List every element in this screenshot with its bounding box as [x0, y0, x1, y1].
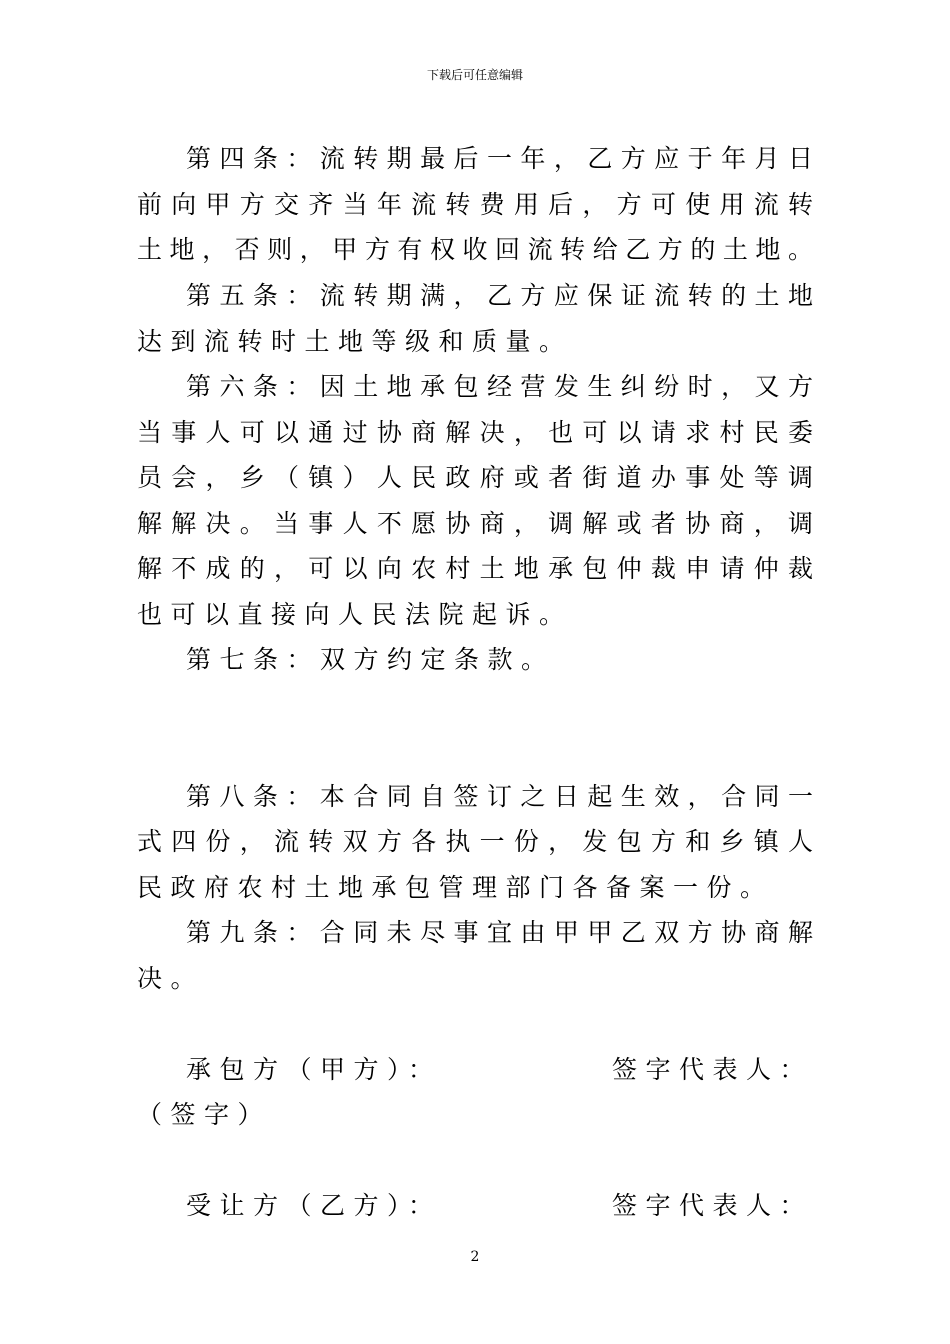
clause-9-line-1: 第九条：合同未尽事宜由甲甲乙双方协商解: [186, 918, 813, 947]
clause-5-line-2: 达到流转时土地等级和质量。: [137, 327, 573, 356]
party-a-representative: 签字代表人：: [612, 1055, 814, 1084]
clause-9-line-2: 决。: [137, 964, 205, 993]
clause-4-line-3: 土地，否则，甲方有权收回流转给乙方的土地。: [137, 235, 813, 264]
clause-6-line-2: 当事人可以通过协商解决，也可以请求村民委: [137, 418, 813, 447]
clause-6-line-5: 解不成的，可以向农村土地承包仲裁申请仲裁: [137, 554, 813, 583]
party-a-signature: （签字）: [137, 1100, 272, 1129]
clause-4-line-1: 第四条：流转期最后一年，乙方应于年月日: [186, 144, 813, 173]
clause-7-line-1: 第七条：双方约定条款。: [186, 645, 555, 674]
party-a-label: 承包方（甲方）：: [186, 1055, 442, 1084]
clause-6-line-6: 也可以直接向人民法院起诉。: [137, 600, 573, 629]
party-b-representative: 签字代表人：: [612, 1191, 814, 1220]
clause-4-line-2: 前向甲方交齐当年流转费用后，方可使用流转: [137, 190, 813, 219]
clause-8-line-3: 民政府农村土地承包管理部门各备案一份。: [137, 873, 774, 902]
party-b-label: 受让方（乙方）：: [186, 1191, 442, 1220]
page-number: 2: [470, 1249, 480, 1265]
clause-6-line-4: 解解决。当事人不愿协商，调解或者协商，调: [137, 509, 813, 538]
clause-8-line-2: 式四份，流转双方各执一份，发包方和乡镇人: [137, 827, 813, 856]
clause-6-line-3: 员会，乡（镇）人民政府或者街道办事处等调: [137, 463, 813, 492]
clause-8-line-1: 第八条：本合同自签订之日起生效，合同一: [186, 782, 813, 811]
clause-6-line-1: 第六条：因土地承包经营发生纠纷时，又方: [186, 372, 813, 401]
clause-5-line-1: 第五条：流转期满，乙方应保证流转的土地: [186, 281, 813, 310]
page-header: 下载后可任意编辑: [426, 68, 523, 82]
